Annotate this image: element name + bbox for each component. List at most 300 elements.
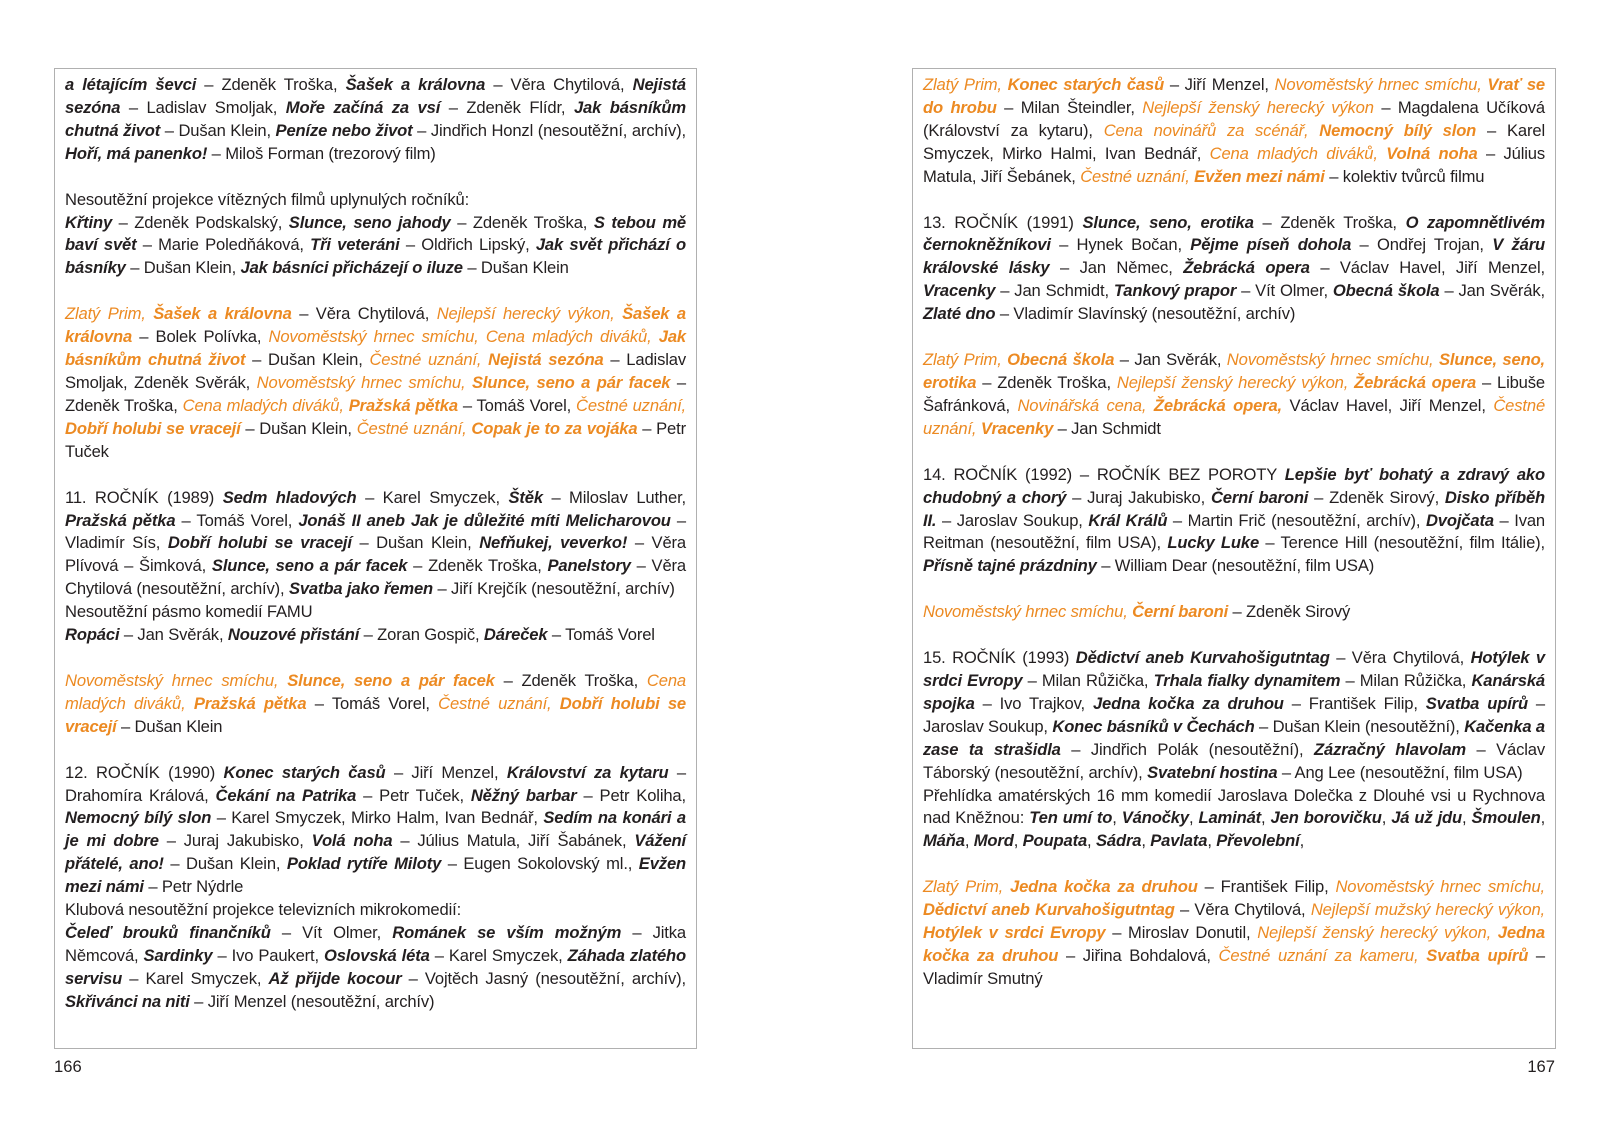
film-title: Vracenky	[923, 281, 996, 301]
plain-text: – Zdeněk Troška,	[976, 372, 1117, 392]
film-title: Něžný barbar	[470, 785, 577, 805]
plain-text: – Jiří Krejčík (nesoutěžní, archív)	[433, 579, 675, 599]
awarded-film-title: Hotýlek v srdci Evropy	[923, 923, 1106, 943]
awarded-film-title: Nemocný bílý slon	[1319, 120, 1477, 140]
film-title: Zlaté dno	[923, 304, 996, 324]
paragraph-spacer	[923, 578, 1545, 601]
film-title: Moře začíná za vsí	[285, 97, 441, 117]
plain-text: – Zdeněk Troška,	[450, 212, 594, 232]
film-title: Svatba upírů	[1425, 693, 1528, 713]
plain-text: – Věra Chytilová (nesoutěžní, archív),	[65, 556, 686, 599]
plain-text: – Dušan Klein,	[245, 350, 370, 370]
plain-text: – Dušan Klein,	[240, 418, 357, 438]
page-number-right: 167	[1527, 1057, 1555, 1076]
film-title: Evžen mezi námi	[65, 854, 687, 897]
awarded-film-wrap	[1354, 373, 1476, 392]
film-title: Peníze nebo život	[275, 120, 413, 140]
film-title: Dvojčata	[1425, 510, 1494, 530]
paragraph-spacer	[65, 166, 686, 189]
awarded-film-wrap	[1426, 946, 1528, 965]
plain-text: – Ivo Trajkov,	[974, 693, 1093, 713]
film-title: Obecná škola	[1332, 281, 1440, 301]
film-title: Pražská pětka	[65, 510, 176, 530]
film-title: S tebou mě baví svět	[65, 212, 686, 255]
plain-text: – Jindřich Honzl (nesoutěžní, archív),	[412, 120, 686, 140]
plain-text: – Zdeněk Troška,	[1253, 212, 1406, 232]
film-title: Panelstory	[547, 556, 631, 576]
plain-text: – William Dear (nesoutěžní, film USA)	[1096, 556, 1375, 576]
awarded-film-wrap	[194, 694, 307, 713]
plain-text: – Jan Schmidt	[1053, 418, 1161, 438]
plain-text: – Vladimír Smutný	[923, 946, 1545, 988]
plain-text: – Zdeněk Troška,	[65, 372, 686, 415]
text-paragraph	[65, 189, 686, 212]
text-paragraph	[65, 922, 686, 1014]
plain-text: – Jiří Menzel (nesoutěžní, archív)	[189, 991, 435, 1011]
plain-text: – Zoran Gospič,	[359, 625, 484, 645]
film-title: Jonáš II aneb Jak je důležité míti Melicharovou	[298, 510, 671, 530]
plain-text: – Dušan Klein	[116, 716, 223, 736]
text-paragraph	[65, 762, 686, 899]
plain-text: – Juraj Jakubisko,	[158, 831, 312, 851]
plain-text: – Marie Poledňáková,	[136, 235, 311, 255]
plain-text: – Petr Koliha,	[576, 785, 686, 805]
award-name: Cena novinářů za scénář,	[1103, 120, 1320, 140]
right-page-text-frame	[912, 68, 1556, 1049]
plain-text: ,	[1540, 808, 1546, 828]
film-title: Tři veteráni	[310, 235, 400, 255]
plain-text: – Milan Šteindler,	[996, 97, 1143, 117]
plain-text: 14. ROČNÍK (1992) – ROČNÍK BEZ POROTY	[923, 464, 1285, 484]
plain-text: – Jan Němec,	[1049, 258, 1184, 278]
awarded-film-title: Šašek a královna	[65, 304, 686, 347]
award-name: Čestné uznání,	[369, 350, 489, 370]
plain-text: – Miloš Forman (trezorový film)	[207, 143, 436, 163]
plain-text: – Petr Tuček	[65, 418, 686, 461]
plain-text: – Zdeněk Sirový,	[1308, 487, 1445, 507]
plain-text: – Jindřich Polák (nesoutěžní),	[1060, 739, 1315, 759]
film-title: Vážení přátelé, ano!	[65, 831, 686, 874]
award-name: Novoměstský hrnec smíchu,	[1226, 350, 1439, 370]
awarded-film-title: Pražská pětka	[348, 395, 458, 415]
award-name: Nejlepší ženský herecký výkon	[1142, 97, 1374, 117]
film-title: Nemocný bílý slon	[65, 808, 212, 828]
plain-text: ,	[1087, 831, 1096, 851]
plain-text: – Dušan Klein,	[163, 854, 287, 874]
plain-text: – Dušan Klein (nesoutěžní),	[1254, 716, 1465, 736]
plain-text: – Vít Olmer,	[1236, 281, 1333, 301]
film-title: Lucky Luke	[1167, 533, 1260, 553]
plain-text: – Zdeněk Podskalský,	[112, 212, 289, 232]
film-title: Hoří, má panenko!	[65, 143, 208, 163]
awarded-film-wrap	[1319, 121, 1476, 140]
paragraph-spacer	[923, 624, 1545, 647]
awarded-film-wrap	[472, 373, 670, 392]
film-title: Románek se vším možným	[392, 923, 622, 942]
award-name: Čestné uznání za kameru,	[1218, 946, 1427, 965]
plain-text: – Jaroslav Soukup,	[936, 510, 1089, 530]
plain-text: ,	[1188, 808, 1199, 828]
film-title: Laminát	[1198, 808, 1262, 828]
awarded-film-title: Černí baroni	[1132, 602, 1229, 622]
plain-text: – Tomáš Vorel,	[175, 510, 299, 530]
award-name: Nejlepší ženský herecký výkon,	[1116, 372, 1355, 392]
awarded-film-title: Vracenky	[980, 418, 1054, 438]
film-title: Jedna kočka za druhou	[1092, 693, 1284, 713]
plain-text: – Vladimír Slavínský (nesoutěžní, archív)	[995, 304, 1296, 324]
awarded-film-title: Svatba upírů	[1426, 946, 1529, 965]
film-title: O zapomnětlivém černokněžníkovi	[923, 212, 1545, 255]
award-name: Čestné uznání,	[576, 395, 686, 415]
film-title: Kačenka a zase ta strašidla	[923, 716, 1545, 759]
awarded-film-wrap	[349, 396, 458, 415]
film-title: Jak básníkům chutná život	[65, 97, 686, 140]
award-name: Novoměstský hrnec smíchu,	[1274, 75, 1488, 94]
award-name: Cena mladých diváků,	[182, 395, 349, 415]
plain-text: – Ang Lee (nesoutěžní, film USA)	[1277, 762, 1523, 782]
film-title: Slunce, seno a pár facek	[211, 556, 408, 576]
awarded-film-title: Šašek a královna	[153, 304, 292, 324]
awarded-film-title: Jedna kočka za druhou	[923, 923, 1545, 965]
plain-text: – Zdeněk Flídr,	[440, 97, 574, 117]
text-paragraph	[923, 785, 1545, 854]
plain-text: – Ondřej Trojan,	[1351, 235, 1493, 255]
award-name: Čestné uznání,	[438, 693, 560, 713]
paragraph-spacer	[923, 326, 1545, 349]
awarded-film-wrap	[1010, 877, 1198, 896]
plain-text: – Magdalena Učíková (Království za kytaru),	[923, 97, 1545, 140]
plain-text: – Oldřich Lipský,	[399, 235, 536, 255]
plain-text: 15. ROČNÍK (1993)	[923, 648, 1076, 668]
film-title: Poupata	[1022, 831, 1088, 851]
plain-text: – Věra Chytilová,	[1329, 648, 1471, 668]
film-title: Lepšie byť bohatý a zdravý ako chudobný a chorý	[923, 464, 1545, 507]
film-title: Trhala fialky dynamitem	[1153, 671, 1341, 691]
plain-text: – Tomáš Vorel	[547, 625, 655, 645]
plain-text: – Ivan Reitman (nesoutěžní, film USA),	[923, 510, 1546, 553]
film-title: V žáru královské lásky	[923, 235, 1545, 278]
plain-text: – Juraj Jakubisko,	[1066, 487, 1211, 507]
awarded-film-title: Slunce, seno a pár facek	[287, 670, 495, 690]
film-title: Záhada zlatého servisu	[65, 945, 686, 988]
plain-text: – Věra Chytilová,	[485, 75, 633, 94]
plain-text: – Zdeněk Sirový	[1228, 602, 1351, 622]
film-title: Sádra	[1095, 831, 1142, 851]
film-title: Čekání na Patrika	[215, 785, 357, 805]
plain-text: – Zdeněk Troška,	[494, 670, 647, 690]
film-title: Čeleď brouků finančníků	[65, 923, 271, 942]
plain-text: – Karel Smyczek,	[429, 945, 568, 965]
award-name: Novoměstský hrnec smíchu,	[923, 602, 1133, 622]
film-title: Tankový prapor	[1113, 281, 1237, 301]
plain-text: – Jan Svěrák,	[119, 625, 228, 645]
film-title: Svatební hostina	[1147, 762, 1278, 782]
award-name: Zlatý Prim,	[923, 75, 1008, 94]
plain-text: ,	[1462, 808, 1472, 828]
film-title: Až přijde kocour	[268, 968, 402, 988]
film-title: Království za kytaru	[506, 762, 669, 782]
film-title: Dědictví aneb Kurvahošigutntag	[1075, 648, 1330, 668]
plain-text: ,	[964, 831, 974, 851]
awarded-film-title: Pražská pětka	[193, 693, 307, 713]
plain-text: 11. ROČNÍK (1989)	[65, 487, 223, 507]
text-paragraph	[923, 876, 1545, 991]
plain-text: – Jiří Menzel,	[385, 762, 507, 782]
film-title: Nefňukej, veverko!	[479, 533, 628, 553]
film-title: Nejistá sezóna	[65, 75, 686, 117]
film-title: Máňa	[923, 831, 965, 851]
film-title: Jen borovičku	[1270, 808, 1382, 828]
awarded-film-wrap	[287, 671, 495, 690]
film-title: Šašek a královna	[345, 75, 486, 94]
plain-text: ,	[1261, 808, 1271, 828]
plain-text: ,	[1299, 831, 1305, 851]
plain-text: ,	[1207, 831, 1217, 851]
left-page-text-frame	[54, 68, 697, 1049]
film-title: Ropáci	[65, 625, 120, 645]
plain-text: – Hynek Bočan,	[1050, 235, 1191, 255]
award-name: Novoměstský hrnec smíchu,	[65, 670, 288, 690]
film-title: Ten umí to	[1029, 808, 1113, 828]
awarded-film-wrap	[981, 419, 1053, 438]
film-title: Volá noha	[311, 831, 393, 851]
award-name: Zlatý Prim,	[923, 350, 1008, 370]
plain-text: – Věra Plívová – Šimková,	[65, 533, 686, 576]
awarded-film-title: Jedna kočka za druhou	[1010, 877, 1198, 897]
awarded-film-title: Copak je to za vojáka	[471, 418, 638, 438]
plain-text: – Václav Havel, Jiří Menzel,	[1309, 258, 1546, 278]
awarded-film-title: Dobří holubi se vracejí	[65, 418, 241, 438]
award-name: Zlatý Prim,	[923, 877, 1010, 897]
text-paragraph	[65, 899, 686, 922]
awarded-film-wrap	[1194, 167, 1325, 186]
text-paragraph	[923, 647, 1545, 784]
awarded-film-wrap	[1386, 144, 1477, 163]
film-title: Sedím na konári a je mi dobre	[65, 808, 686, 851]
awarded-film-wrap	[1008, 75, 1165, 94]
film-title: Žebrácká opera	[1183, 258, 1310, 278]
award-name: Zlatý Prim,	[65, 304, 154, 324]
plain-text: – Tomáš Vorel,	[306, 693, 439, 713]
text-paragraph	[923, 349, 1545, 441]
plain-text: – Eugen Sokolovský ml.,	[441, 854, 639, 874]
film-title: Jak svět přichází o básníky	[65, 235, 686, 278]
film-title: Slunce, seno, erotika	[1082, 212, 1254, 232]
award-name: Nejlepší herecký výkon,	[436, 304, 623, 324]
plain-text: – Libuše Šafránková,	[923, 372, 1545, 415]
paragraph-spacer	[65, 464, 686, 487]
film-title: Pavlata	[1150, 831, 1208, 851]
plain-text: Nesoutěžní pásmo komedií FAMU	[65, 602, 313, 622]
plain-text: – Ladislav Smoljak,	[120, 97, 286, 117]
plain-text: – Věra Chytilová,	[1174, 900, 1311, 920]
plain-text: – Karel Smyczek,	[122, 968, 269, 988]
plain-text: Přehlídka amatérských 16 mm komedií Jaroslava Dolečka z Dlouhé vsi u Rychnova nad Kněžnou:	[923, 785, 1545, 828]
film-title: Slunce, seno jahody	[288, 212, 451, 232]
paragraph-spacer	[65, 280, 686, 303]
awarded-film-title: Nejistá sezóna	[488, 350, 604, 370]
award-name: Novinářská cena,	[1017, 395, 1154, 415]
plain-text: Klubová nesoutěžní projekce televizních mikrokomedií:	[65, 900, 462, 920]
award-name: Cena mladých diváků,	[65, 670, 686, 713]
awarded-film-wrap	[471, 419, 637, 438]
plain-text: – Milan Růžička,	[1340, 671, 1472, 691]
plain-text: – Zdeněk Troška,	[196, 75, 346, 94]
award-name: Novoměstský hrnec smíchu, Cena mladých diváků,	[268, 327, 659, 347]
plain-text: – Karel Smyczek, Mirko Halm, Ivan Bednář,	[211, 808, 544, 828]
film-title: Já už jdu	[1391, 808, 1463, 828]
plain-text: – Martin Frič (nesoutěžní, archív),	[1167, 510, 1426, 530]
plain-text: Václav Havel, Jiří Menzel,	[1282, 395, 1494, 415]
plain-text: – Vladimír Sís,	[65, 510, 686, 553]
plain-text: ,	[1112, 808, 1122, 828]
plain-text: – Július Matula, Jiří Šabánek,	[392, 831, 635, 851]
plain-text: – Ivo Paukert,	[212, 945, 325, 965]
film-title: Pějme píseň dohola	[1190, 235, 1352, 255]
film-title: Dáreček	[483, 625, 548, 645]
award-name: Čestné uznání,	[1080, 166, 1195, 186]
awarded-film-title: Jak básníkům chutná život	[65, 327, 686, 370]
plain-text: 13. ROČNÍK (1991)	[923, 212, 1083, 232]
page-number-left: 166	[54, 1057, 82, 1076]
film-title: Sedm hladových	[222, 487, 357, 507]
awarded-film-title: Konec starých časů	[1007, 75, 1165, 94]
film-title: Jak básníci přicházejí o iluze	[240, 258, 463, 278]
film-title: Nouzové přistání	[227, 625, 360, 645]
plain-text: – Karel Smyczek, Mirko Halmi, Ivan Bednář,	[923, 120, 1545, 163]
plain-text: – František Filip,	[1283, 693, 1426, 713]
award-name: Cena mladých diváků,	[1209, 143, 1387, 163]
awarded-film-title: Žebrácká opera	[1354, 372, 1477, 392]
plain-text: – Terence Hill (nesoutěžní, film Itálie),	[1259, 533, 1545, 553]
film-title: Mord	[973, 831, 1014, 851]
plain-text: – Dušan Klein,	[160, 120, 276, 140]
film-title: Král Králů	[1088, 510, 1168, 530]
awarded-film-title: Evžen mezi námi	[1194, 166, 1325, 186]
award-name: Novoměstský hrnec smíchu,	[256, 372, 473, 392]
film-title: Zázračný hlavolam	[1314, 739, 1466, 759]
film-title: Přísně tajné prázdniny	[923, 556, 1097, 576]
text-paragraph	[65, 624, 686, 647]
plain-text: – Jiřina Bohdalová,	[1058, 946, 1219, 965]
film-title: a létajícím ševci	[65, 75, 197, 94]
film-title: Černí baroni	[1210, 487, 1309, 507]
film-title: Sardinky	[143, 945, 213, 965]
award-name: Novoměstský hrnec smíchu,	[1335, 877, 1545, 897]
awarded-film-title: Obecná škola	[1007, 350, 1115, 370]
awarded-film-wrap	[65, 419, 241, 438]
plain-text: – František Filip,	[1197, 877, 1336, 897]
film-title: Převolební	[1216, 831, 1300, 851]
film-title: Vánočky	[1121, 808, 1189, 828]
awarded-film-wrap	[1132, 602, 1228, 621]
film-title: Dobří holubi se vracejí	[167, 533, 352, 553]
plain-text: – Karel Smyczek,	[356, 487, 509, 507]
plain-text: – Miroslav Donutil,	[1105, 923, 1258, 943]
award-name: Nejlepší ženský herecký výkon,	[1257, 923, 1498, 943]
plain-text: – Jan Schmidt,	[995, 281, 1114, 301]
film-title: Svatba jako řemen	[288, 579, 434, 599]
awarded-film-wrap	[1154, 396, 1282, 415]
film-title: Oslovská léta	[324, 945, 430, 965]
awarded-film-title: Volná noha	[1386, 143, 1478, 163]
award-name: Čestné uznání,	[356, 418, 472, 438]
plain-text: – Jan Svěrák,	[1439, 281, 1545, 301]
film-title: Konec básníků v Čechách	[1052, 716, 1255, 736]
paragraph-spacer	[923, 853, 1545, 876]
film-title: Štěk	[508, 487, 543, 507]
paragraph-spacer	[923, 441, 1545, 464]
paragraph-spacer	[65, 739, 686, 762]
plain-text: – Věra Chytilová,	[291, 304, 437, 324]
text-paragraph	[65, 303, 686, 463]
plain-text: – Július Matula, Jiří Šebánek,	[923, 143, 1545, 186]
plain-text: – Jan Svěrák,	[1114, 350, 1227, 370]
plain-text: – Petr Tuček,	[356, 785, 471, 805]
plain-text: – Dušan Klein,	[125, 258, 241, 278]
awarded-film-title: Vrať se do hrobu	[923, 75, 1546, 117]
text-paragraph	[65, 212, 686, 281]
awarded-film-title: Dědictví aneb Kurvahošigutntag	[923, 900, 1175, 920]
plain-text: – Jitka Němcová,	[65, 923, 686, 965]
text-paragraph	[923, 212, 1545, 327]
plain-text: ,	[1141, 831, 1151, 851]
plain-text: 12. ROČNÍK (1990)	[65, 762, 224, 782]
plain-text: – Dušan Klein	[462, 258, 569, 278]
text-paragraph	[65, 74, 686, 166]
awarded-film-wrap	[488, 350, 604, 369]
plain-text: – Bolek Polívka,	[132, 327, 269, 347]
text-paragraph	[65, 670, 686, 739]
awarded-film-title: Dobří holubi se vracejí	[65, 693, 686, 736]
paragraph-spacer	[923, 189, 1545, 212]
plain-text: – Vít Olmer,	[270, 923, 393, 942]
film-title: Konec starých časů	[223, 762, 386, 782]
plain-text: – Petr Nýdrle	[143, 877, 244, 897]
paragraph-spacer	[65, 647, 686, 670]
text-paragraph	[923, 464, 1545, 579]
plain-text: – Zdeněk Troška,	[407, 556, 548, 576]
plain-text: ,	[1381, 808, 1392, 828]
film-title: Kanárská spojka	[923, 671, 1545, 713]
awarded-film-wrap	[923, 923, 1105, 942]
award-name: Čestné uznání,	[923, 395, 1546, 438]
plain-text: – Jiří Menzel,	[1164, 75, 1275, 94]
film-title: Skřivánci na niti	[65, 991, 190, 1011]
plain-text: – Milan Růžička,	[1022, 671, 1154, 691]
text-paragraph	[923, 601, 1545, 624]
plain-text: – Jaroslav Soukup,	[923, 693, 1545, 736]
awarded-film-wrap	[153, 304, 291, 323]
plain-text: – Ladislav Smoljak, Zdeněk Svěrák,	[65, 350, 686, 392]
awarded-film-wrap	[923, 900, 1175, 919]
award-name: Nejlepší mužský herecký výkon,	[1310, 900, 1545, 920]
text-paragraph	[923, 74, 1545, 189]
plain-text: – Drahomíra Králová,	[65, 762, 686, 805]
awarded-film-title: Žebrácká opera,	[1153, 395, 1283, 415]
plain-text: – Tomáš Vorel,	[457, 395, 577, 415]
plain-text: – Václav Táborský (nesoutěžní, archív),	[923, 739, 1545, 782]
text-paragraph	[65, 601, 686, 624]
film-title: Disko příběh II.	[923, 487, 1546, 530]
plain-text: ,	[1013, 831, 1023, 851]
film-title: Šmoulen	[1471, 808, 1541, 828]
plain-text: Nesoutěžní projekce vítězných filmů uplynulých ročníků:	[65, 189, 470, 209]
awarded-film-title: Slunce, seno, erotika	[923, 350, 1546, 392]
film-title: Poklad rytíře Miloty	[286, 854, 442, 874]
plain-text: – Dušan Klein,	[351, 533, 480, 553]
film-title: Hotýlek v srdci Evropy	[923, 648, 1546, 691]
